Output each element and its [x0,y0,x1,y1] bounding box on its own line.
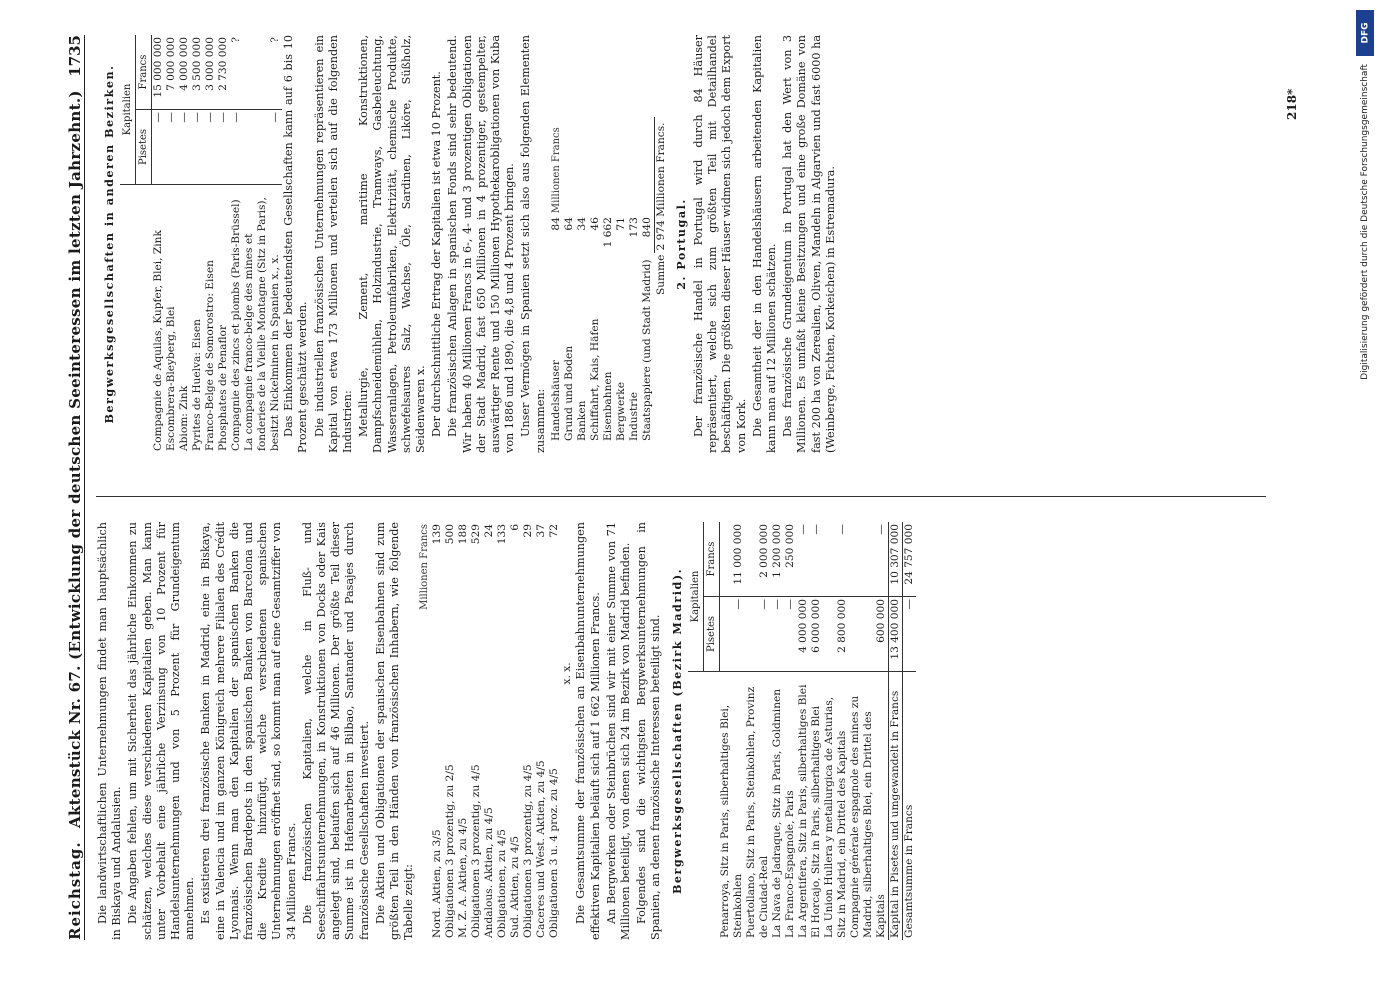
table-row: Sud. Aktien, zu 4/5 6 [509,524,522,938]
paragraph: Es existieren drei französische Banken in Madrid, eine in Biskaya, eine in Valencia und im ganzen Königreich mehrere Filialen des Crédit Lyonnais. Wenn man den Kapitalien der spanischen Banken die französischen Bardepots in den spanischen Banken von Barcelona und die Kredite hinzufügt, welche verschiedenen spanischen Unternehmungen eröffnet sind, so kommt man auf eine Gesamtziffer von 34 Millionen Francs. [199,522,298,940]
mines-madrid-table [688,522,917,940]
left-column [96,522,916,940]
table-row: Obligationen, zu 4/5 133 [496,524,509,938]
table-row: Handelshäuser 84 Millionen Francs [550,117,563,443]
table-row: Obligationen 3 prozentig, zu 4/5 529 [470,524,483,938]
table-row: Franco-Belge de Somorostro: Eisen — 3 000 000 [204,37,217,451]
paragraph: Die Angaben fehlen, um mit Sicherheit das jährliche Einkommen zu schätzen, welches diese verschiedenen Kapitalien geben. Man kann unter Vorbehalt eine jährliche Verzinsung von 10 Prozent für Handelsunternehmungen und von 5 Prozent für Grundeigentum annehmen. [126,522,197,940]
table-row: Bergwerke 71 [614,217,627,441]
digitization-notice [1352,10,1378,990]
right-column [96,35,840,453]
francs-header: Francs [703,522,719,597]
railway-unit: Millionen Francs [419,524,431,610]
page-header [48,35,85,940]
table-row: Compagnie générale espagnole des mines zu Madrid, silberhaltiges Blei, ein Drittel des Kapitals 600 000 — [849,524,888,938]
table-row: Compagnie de Aquilas, Kupfer, Blei, Zink — 15 000 000 [152,37,165,451]
table-row: Obligationen 3 prozentig, zu 2/5 500 [444,524,457,938]
table-row: Abiom: Zink — 4 000 000 [178,37,191,451]
mines-other-title: Bergwerksgesellschaften in anderen Bezirken. [102,64,116,424]
table-row: Staatspapiere (und Stadt Madrid) 840 [640,217,654,441]
railway-table [418,522,574,940]
table-row: Eisenbahnen 1 662 [601,217,614,441]
paragraph: Das französische Grundeigentum in Portugal hat den Wert von 3 Millionen. Es umfaßt kleine Besitzungen und eine große Domäne von fast 200 ha von Zerealien, Oliven, Mandeln in Algarvien und fast 6000 ha (Weinberge, Fichten, Korkeichen) in Estremadura. [781,35,837,453]
dfg-logo: DFG [1356,10,1374,56]
table-row: Banken 34 [575,217,588,441]
table-row: La Nava de Jadraque, Sitz in Paris, Goldminen — 1 200 000 [771,524,784,938]
francs-header: Francs [136,35,152,110]
assets-table [550,117,668,443]
table-row: Nord. Aktien, zu 3/5 139 [431,524,444,938]
table-row: Caceres und West. Aktien, zu 4/5 37 [535,524,548,938]
paragraph: Der französische Handel in Portugal wird durch 84 Häuser repräsentiert, welche sich zum größten Teil mit Detailhandel beschäftigen. Die größten dieser Häuser widmen sich jedoch dem Export von Kork. [692,35,748,453]
pisetes-header: Pisetes [136,110,152,185]
table-row: Escombrera-Bleyberg, Blei — 7 000 000 [165,37,178,451]
paragraph: Unser Vermögen in Spanien setzt sich also aus folgenden Elementen zusammen: [519,35,547,453]
table-row: Schiffahrt, Kais, Häfen 46 [588,217,601,441]
paragraph: Metallurgie, Zement, maritime Konstruktionen, Dampfschneidemühlen, Holzindustrie, Tramways, Gasbeleuchtung, Wasseranlagen, Petroleumfabriken, Elektrizität, chemische Produkte, schwefelsaures Salz, Wachse, Öle, Sardinen, Liköre, Süßholz, Seidenwaren x. [357,35,428,453]
table-row: La compagnie franco-belge des mines et fonderies de la Vieille Montagne (Sitz in Paris), besitzt Nickelminen in Spanien x., x. — ? [243,37,282,451]
table-row: El Horcajo, Sitz in Paris, silberhaltiges Blei 6 000 000 — [810,524,823,938]
paragraph: Die Aktien und Obligationen der spanischen Eisenbahnen sind zum größten Teil in den Händen von französischen Inhabern, wie folgende Tabelle zeigt: [373,522,416,940]
column-divider [96,496,1266,497]
table-row: M. Z. A. Aktien, zu 4/5 188 [457,524,470,938]
table-row: Phosphates de Penaflor — 2 730 000 [217,37,230,451]
mines-madrid-title: Bergwerksgesellschaften (Bezirk Madrid). [669,567,684,895]
mines-other-table [120,35,282,453]
paragraph: Die landwirtschaftlichen Unternehmungen findet man hauptsächlich in Biskaya und Andalusien. [96,522,124,940]
capital-header: Kapitalien [688,522,704,672]
table-row: Pyrites de Huelva: Eisen — 3 500 000 [191,37,204,451]
table-row: Industrie 173 [627,217,640,441]
page-number: 1735 [66,35,84,77]
paragraph: Die Gesamtsumme der französischen an Eisenbahnunternehmungen effektiven Kapitalien beläuft sich auf 1 662 Millionen Francs. [574,522,602,940]
capital-header: Kapitalien [120,35,136,185]
table-row: Andalous. Aktien, zu 4/5 24 [483,524,496,938]
table-row: Grund und Boden 64 [562,217,575,441]
table-row: La Union Hullera y metallurgica de Asturias, Sitz in Madrid, ein Drittel des Kapitals 2 800 000 — [823,524,849,938]
pisetes-header: Pisetes [703,597,719,672]
table-row: La Argentifera, Sitz in Paris, silberhaltiges Blei 4 000 000 — [797,524,810,938]
header-title: Aktenstück Nr. 67. (Entwicklung der deutschen Seeinteressen im letzten Jahrzehnt.) [66,90,84,828]
paragraph: Die industriellen französischen Unternehmungen repräsentieren ein Kapital von etwa 173 Millionen und verteilen sich auf die folgenden Industrien: [312,35,355,453]
table-row-total: Gesamtsumme in Francs — 24 757 000 [903,524,916,938]
railway-etc: x. x. [561,662,574,685]
paragraph: An Bergwerken oder Steinbrüchen sind wir mit einer Summe von 71 Millionen beteiligt, von denen sich 24 im Bezirk von Madrid befinden. [604,522,633,940]
table-row: Compagnie des zincs et plombs (Paris-Brüssel) — ? [230,37,243,451]
paragraph: Der durchschnittliche Ertrag der Kapitalien ist etwa 10 Prozent. [430,71,444,437]
table-row-sum: Kapital in Pisetes und umgewandelt in Francs 13 400 000 10 307 000 [889,524,902,938]
table-row: Obligationen 3 u. 4 proz. zu 4/5 72 [548,524,561,938]
table-row: Puertollano, Sitz in Paris, Steinkohlen, Provinz de Ciudad-Real — 2 000 000 [745,524,771,938]
table-row: Penarroya, Sitz in Paris, silberhaltiges Blei, Steinkohlen — 11 000 000 [719,524,745,938]
paragraph: Die Gesamtheit der in den Handelshäusern arbeitenden Kapitalien kann man auf 12 Millionen schätzen. [750,35,779,453]
assets-unit: Millionen Francs [550,127,562,214]
paragraph: Die französischen Anlagen in spanischen Fonds sind sehr bedeutend. Wir haben 40 Millionen Francs in 6-, 4- und 3 prozentigen Obligationen der Stadt Madrid, fast 650 Millionen in 4 prozentiger, gestempelter, auswärtiger Rente und 150 Millionen Hypothekarobligationen von Kuba von 1886 und 1890, die 4,8 und 4 Prozent bringen. [446,35,517,453]
table-row: Obligationen 3 prozentig, zu 4/5 29 [522,524,535,938]
paragraph: Das Einkommen der bedeutendsten Gesellschaften kann auf 6 bis 10 Prozent geschätzt werden. [282,35,310,453]
paragraph: Die französischen Kapitalien, welche in Fluß- und Seeschiffahrtsunternehmungen, in Konstruktionen von Docks oder Kais angelegt sind, belaufen sich auf 46 Millionen. Der größte Teil dieser Summe ist in Hafenarbeiten in Bilbao, Santander und Pasajes durch französische Gesellschaften investiert. [300,522,371,940]
paragraph: Folgendes sind die wichtigsten Bergwerksunternehmungen in Spanien, an denen französische Interessen beteiligt sind. [635,522,663,940]
header-left: Reichstag. [66,841,84,940]
funding-note: Digitalisierung gefördert durch die Deutsche Forschungsgemeinschaft [1360,64,1370,380]
sheet-signature: 218* [1285,88,1299,120]
portugal-title: 2. Portugal. [673,198,688,290]
table-row: La Franco-Espagnole, Paris — 250 000 [784,524,797,938]
table-row-sum: Summe 2 974 Millionen Francs. [654,117,668,443]
